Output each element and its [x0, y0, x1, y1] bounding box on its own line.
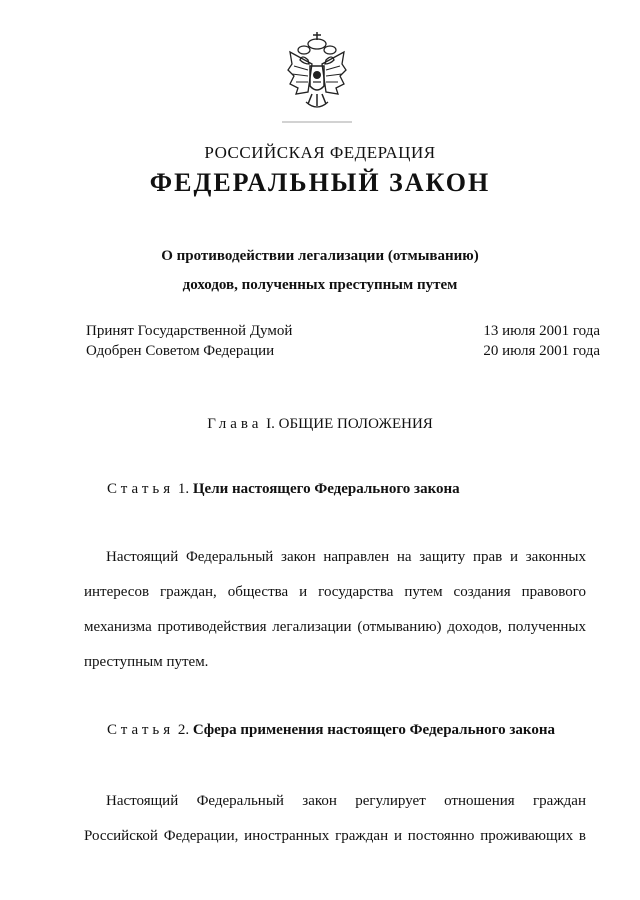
article-label: Статья [107, 481, 175, 497]
duma-adoption-date: 13 июля 2001 года [483, 323, 600, 339]
article-title: Сфера применения настоящего Федерального закона [192, 722, 555, 738]
chapter-heading [0, 416, 640, 433]
article-title: Цели настоящего Федерального закона [192, 481, 460, 497]
article-2-heading [107, 722, 555, 739]
law-title-line-1: О противодействии легализации (отмыванию) [161, 248, 479, 264]
adoption-labels [86, 321, 292, 361]
council-approval-label: Одобрен Советом Федерации [86, 343, 275, 359]
law-title [0, 242, 640, 300]
coat-of-arms-icon [282, 30, 352, 126]
country-name: РОССИЙСКАЯ ФЕДЕРАЦИЯ [204, 143, 436, 162]
council-approval-date: 20 июля 2001 года [483, 343, 600, 359]
document-type: ФЕДЕРАЛЬНЫЙ ЗАКОН [149, 168, 491, 197]
article-number: 2. [177, 722, 190, 738]
duma-adoption-label: Принят Государственной Думой [86, 323, 293, 339]
article-label: Статья [107, 722, 175, 738]
chapter-label: Глава [207, 416, 263, 432]
chapter-title: I. ОБЩИЕ ПОЛОЖЕНИЯ [266, 416, 433, 432]
article-1-text: Настоящий Федеральный закон направлен на защиту прав и законных интересов граждан, общества и государства путем создания правового механизма противодействия легализации (отмыванию) доходов, полученных преступным путем. [84, 549, 586, 670]
article-2-text: Настоящий Федеральный закон регулирует отношения граждан Российской Федерации, иностранных граждан и постоянно проживающих в [84, 793, 586, 844]
adoption-dates [483, 321, 600, 361]
article-1-heading [107, 481, 460, 498]
law-title-line-2: доходов, полученных преступным путем [182, 277, 458, 293]
article-number: 1. [177, 481, 190, 497]
